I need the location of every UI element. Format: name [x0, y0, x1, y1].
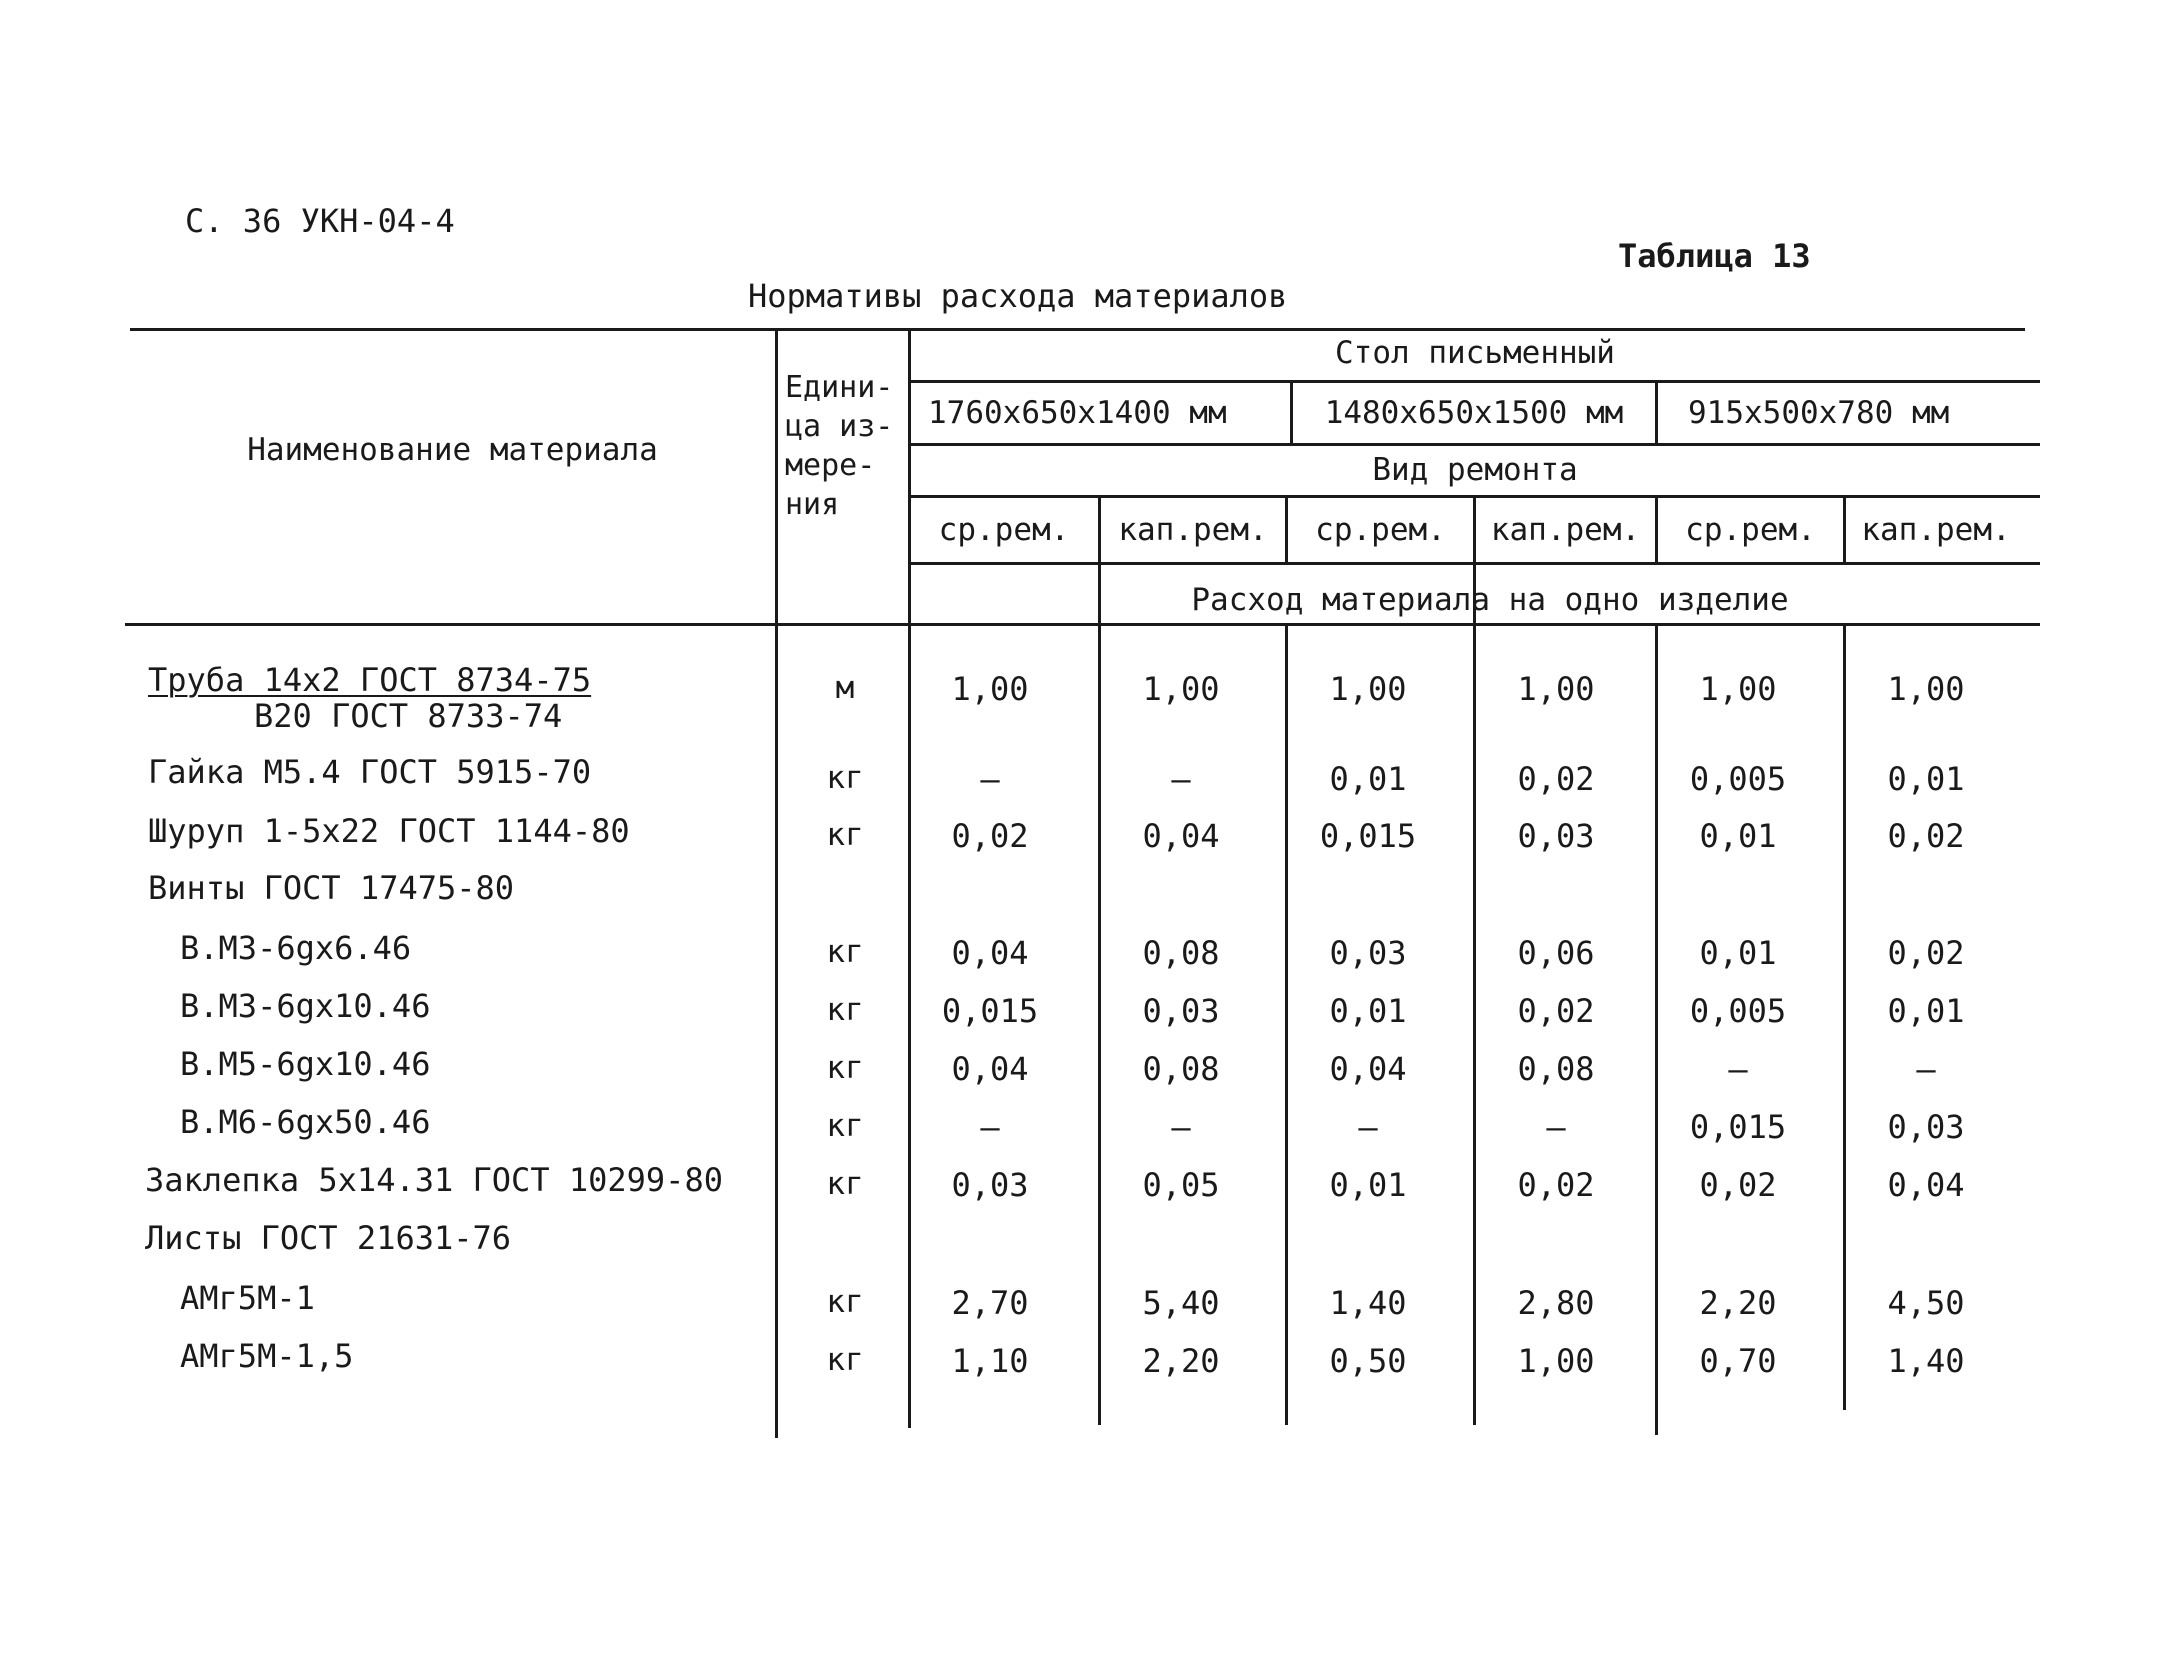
- value-cell: 0,015: [1689, 1108, 1787, 1146]
- value-cell: 0,01: [1887, 760, 1965, 798]
- value-cell: 1,00: [1329, 670, 1407, 708]
- value-cell: 0,05: [1142, 1166, 1220, 1204]
- unit-cell: кг: [826, 1166, 864, 1202]
- value-cell: 0,01: [1699, 934, 1777, 972]
- value-cell: 0,02: [1887, 817, 1965, 855]
- value-cell: 1,40: [1887, 1342, 1965, 1380]
- material-name: В.М5-6gх10.46: [180, 1045, 431, 1083]
- repair-type-3: ср.рем.: [1315, 512, 1446, 548]
- value-cell: 1,40: [1329, 1284, 1407, 1322]
- value-cell: 1,00: [1517, 670, 1595, 708]
- value-cell: 1,10: [951, 1342, 1029, 1380]
- value-cell: 0,01: [1329, 1166, 1407, 1204]
- value-cell: 0,03: [1329, 934, 1407, 972]
- value-cell: 0,03: [1887, 1108, 1965, 1146]
- material-name: В.М3-6gх10.46: [180, 987, 431, 1025]
- value-cell: 4,50: [1887, 1284, 1965, 1322]
- size-header-1: 1760х650х1400 мм: [928, 395, 1227, 431]
- group-header: Стол письменный: [1335, 335, 1615, 371]
- value-cell: 0,04: [1887, 1166, 1965, 1204]
- repair-type-4: кап.рем.: [1490, 512, 1641, 548]
- repair-type-5: ср.рем.: [1685, 512, 1816, 548]
- value-cell: 0,02: [951, 817, 1029, 855]
- material-name: В.М6-6gх50.46: [180, 1103, 431, 1141]
- value-cell: 1,00: [1887, 670, 1965, 708]
- value-cell: 0,01: [1329, 992, 1407, 1030]
- value-cell: 1,00: [1699, 670, 1777, 708]
- material-name: АМг5М-1,5: [180, 1337, 354, 1375]
- repair-type-2: кап.рем.: [1118, 512, 1268, 548]
- unit-cell: кг: [826, 1050, 864, 1086]
- unit-cell: кг: [826, 1342, 864, 1378]
- unit-cell: м: [835, 670, 855, 706]
- size-header-3: 915х500х780 мм: [1688, 395, 1950, 431]
- value-cell: –: [1358, 1108, 1378, 1146]
- value-cell: 0,03: [1517, 817, 1595, 855]
- value-cell: 0,005: [1689, 992, 1787, 1030]
- value-cell: 1,00: [1142, 670, 1220, 708]
- value-cell: –: [1171, 760, 1191, 798]
- page-reference: С. 36 УКН-04-4: [185, 202, 455, 240]
- value-cell: 0,03: [1142, 992, 1220, 1030]
- value-cell: 0,02: [1699, 1166, 1777, 1204]
- value-cell: 0,005: [1689, 760, 1787, 798]
- value-cell: 5,40: [1142, 1284, 1220, 1322]
- value-cell: 0,06: [1517, 934, 1595, 972]
- unit-header: Едини- ца из- мере- ния: [785, 370, 894, 522]
- material-name: В.М3-6gх6.46: [180, 929, 412, 967]
- value-cell: 0,02: [1517, 1166, 1595, 1204]
- repair-type-1: ср.рем.: [938, 512, 1070, 548]
- value-cell: 0,02: [1887, 934, 1965, 972]
- material-group-name: Листы ГОСТ 21631-76: [145, 1219, 512, 1257]
- value-cell: 0,015: [1319, 817, 1417, 855]
- value-cell: 0,50: [1329, 1342, 1407, 1380]
- value-cell: –: [1171, 1108, 1191, 1146]
- value-cell: 0,03: [951, 1166, 1029, 1204]
- value-cell: 1,00: [951, 670, 1029, 708]
- unit-cell: кг: [826, 1108, 864, 1144]
- value-cell: 0,04: [951, 1050, 1029, 1088]
- material-name-secondary: В20 ГОСТ 8733-74: [254, 697, 563, 735]
- material-name: Заклепка 5х14.31 ГОСТ 10299-80: [145, 1161, 723, 1199]
- table-title: Нормативы расхода материалов: [748, 277, 1288, 315]
- value-cell: 0,04: [1142, 817, 1220, 855]
- value-cell: 0,01: [1887, 992, 1965, 1030]
- unit-cell: кг: [826, 934, 864, 970]
- material-name: АМг5М-1: [180, 1279, 315, 1317]
- repair-type-header: Вид ремонта: [1372, 452, 1578, 488]
- value-cell: 0,01: [1329, 760, 1407, 798]
- value-cell: –: [1546, 1108, 1566, 1146]
- value-cell: –: [1916, 1050, 1936, 1088]
- value-cell: 0,01: [1699, 817, 1777, 855]
- value-cell: –: [980, 1108, 1000, 1146]
- size-header-2: 1480х650х1500 мм: [1324, 395, 1624, 431]
- unit-cell: кг: [826, 992, 864, 1028]
- value-cell: 0,08: [1142, 1050, 1220, 1088]
- unit-cell: кг: [826, 817, 864, 853]
- value-cell: 0,08: [1142, 934, 1220, 972]
- material-name: Шуруп 1-5х22 ГОСТ 1144-80: [148, 812, 630, 850]
- material-name: Труба 14х2 ГОСТ 8734-75: [148, 661, 592, 699]
- material-group-name: Винты ГОСТ 17475-80: [148, 869, 515, 907]
- repair-type-6: кап.рем.: [1861, 512, 2011, 548]
- value-cell: 0,04: [1329, 1050, 1407, 1088]
- table-label: Таблица 13: [1618, 237, 1811, 275]
- consumption-header: Расход материала на одно изделие: [1191, 582, 1789, 618]
- value-cell: 0,02: [1517, 992, 1595, 1030]
- value-cell: 0,70: [1699, 1342, 1777, 1380]
- value-cell: 0,02: [1517, 760, 1595, 798]
- value-cell: 1,00: [1517, 1342, 1595, 1380]
- value-cell: –: [980, 760, 1000, 798]
- unit-cell: кг: [826, 1284, 864, 1320]
- value-cell: –: [1728, 1050, 1748, 1088]
- value-cell: 0,08: [1517, 1050, 1595, 1088]
- value-cell: 2,20: [1699, 1284, 1777, 1322]
- value-cell: 2,70: [951, 1284, 1029, 1322]
- unit-cell: кг: [826, 760, 864, 796]
- value-cell: 2,20: [1142, 1342, 1220, 1380]
- material-name-header: Наименование материала: [247, 432, 658, 468]
- value-cell: 2,80: [1517, 1284, 1595, 1322]
- value-cell: 0,04: [951, 934, 1029, 972]
- material-name: Гайка М5.4 ГОСТ 5915-70: [148, 753, 592, 791]
- value-cell: 0,015: [941, 992, 1039, 1030]
